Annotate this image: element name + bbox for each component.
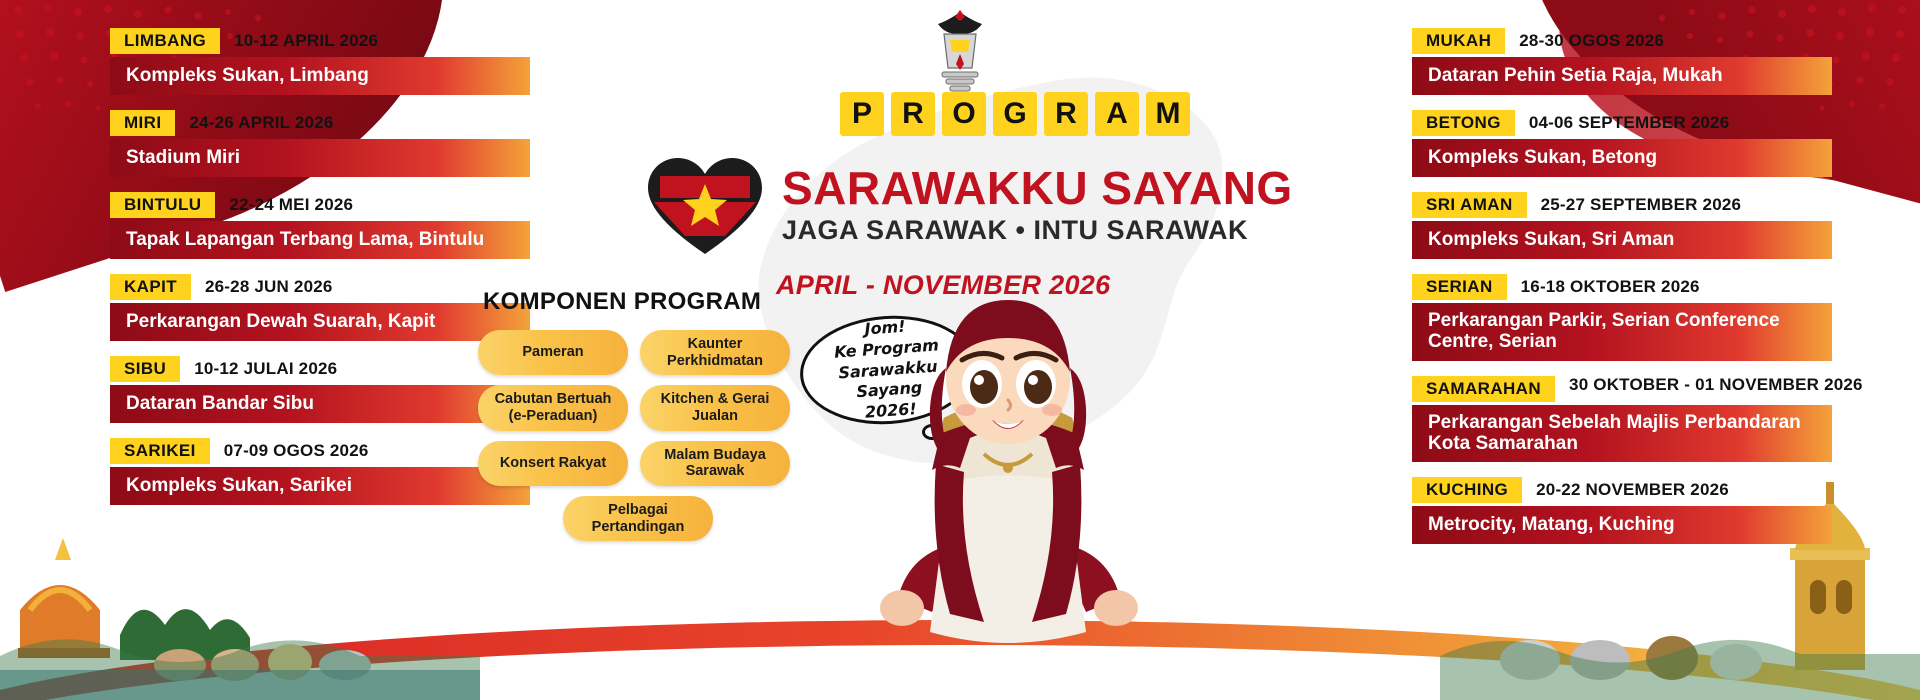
komponen-chip[interactable]: Kitchen & Gerai Jualan	[640, 385, 790, 430]
venue-town: BETONG	[1412, 110, 1515, 136]
venue-block[interactable]	[110, 438, 530, 505]
venue-header	[110, 110, 530, 136]
venue-block[interactable]	[1412, 28, 1832, 95]
venue-block[interactable]	[1412, 274, 1832, 361]
venue-location: Perkarangan Sebelah Majlis Perbandaran Kota Samarahan	[1412, 405, 1832, 463]
venue-date: 10-12 APRIL 2026	[234, 31, 379, 50]
speech-line: Sarawakku Sayang	[837, 356, 939, 402]
venue-header	[1412, 28, 1832, 54]
program-letter: P	[840, 92, 884, 136]
komponen-chip-row-last	[478, 496, 798, 541]
venue-town: SARIKEI	[110, 438, 210, 464]
venue-location: Kompleks Sukan, Sarikei	[110, 467, 530, 505]
venue-town: KUCHING	[1412, 477, 1522, 503]
komponen-program-section	[478, 288, 808, 541]
venue-location: Stadium Miri	[110, 139, 530, 177]
venue-location: Perkarangan Parkir, Serian Conference Centre, Serian	[1412, 303, 1832, 361]
venue-date: 24-26 APRIL 2026	[189, 113, 334, 132]
venue-block[interactable]	[110, 356, 530, 423]
venue-location: Kompleks Sukan, Betong	[1412, 139, 1832, 177]
program-date-range: APRIL - NOVEMBER 2026	[776, 270, 1111, 300]
venue-town: KAPIT	[110, 274, 191, 300]
program-letter: R	[891, 92, 935, 136]
venue-town: MIRI	[110, 110, 175, 136]
page-subtitle: JAGA SARAWAK • INTU SARAWAK	[782, 214, 1248, 245]
speech-line: Ke Program	[833, 335, 940, 362]
venue-header	[110, 356, 530, 382]
program-word	[730, 92, 1300, 136]
venue-header	[1412, 274, 1832, 300]
venue-header	[1412, 477, 1832, 503]
venue-header	[1412, 374, 1863, 402]
komponen-chip-grid	[478, 330, 798, 486]
venue-block[interactable]	[110, 110, 530, 177]
komponen-chip[interactable]: Cabutan Bertuah (e-Peraduan)	[478, 385, 628, 430]
venue-location: Dataran Pehin Setia Raja, Mukah	[1412, 57, 1832, 95]
venue-location: Dataran Bandar Sibu	[110, 385, 530, 423]
komponen-chip[interactable]: Konsert Rakyat	[478, 441, 628, 486]
venue-block[interactable]	[1412, 374, 1863, 463]
speech-line: 2026!	[864, 399, 918, 422]
venue-header	[1412, 110, 1832, 136]
venue-date: 04-06 SEPTEMBER 2026	[1528, 113, 1730, 132]
komponen-chip[interactable]: Pelbagai Pertandingan	[563, 496, 713, 541]
page-title: SARAWAKKU SAYANG	[782, 161, 1293, 214]
venue-town: LIMBANG	[110, 28, 220, 54]
program-letter: G	[993, 92, 1037, 136]
venue-header	[110, 28, 530, 54]
schedule-left-column	[110, 28, 530, 520]
komponen-program-title: KOMPONEN PROGRAM	[483, 288, 762, 315]
venue-town: MUKAH	[1412, 28, 1505, 54]
sarawak-flag-heart-icon	[640, 150, 770, 260]
venue-header	[110, 192, 530, 218]
venue-location: Perkarangan Dewah Suarah, Kapit	[110, 303, 530, 341]
venue-location: Kompleks Sukan, Sri Aman	[1412, 221, 1832, 259]
program-letter: R	[1044, 92, 1088, 136]
venue-location: Metrocity, Matang, Kuching	[1412, 506, 1832, 544]
venue-block[interactable]	[1412, 477, 1832, 544]
komponen-chip[interactable]: Kaunter Perkhidmatan	[640, 330, 790, 375]
venue-block[interactable]	[110, 274, 530, 341]
program-letter: A	[1095, 92, 1139, 136]
venue-block[interactable]	[1412, 192, 1832, 259]
venue-location: Kompleks Sukan, Limbang	[110, 57, 530, 95]
venue-date: 10-12 JULAI 2026	[194, 359, 338, 378]
venue-block[interactable]	[110, 28, 530, 95]
program-letter: M	[1146, 92, 1190, 136]
venue-date: 20-22 NOVEMBER 2026	[1536, 480, 1729, 500]
venue-header	[110, 438, 530, 464]
venue-date: 28-30 OGOS 2026	[1519, 31, 1665, 50]
komponen-chip[interactable]: Malam Budaya Sarawak	[640, 441, 790, 486]
venue-date: 30 OKTOBER - 01 NOVEMBER 2026	[1569, 374, 1863, 394]
venue-town: SRI AMAN	[1412, 192, 1527, 218]
venue-town: SIBU	[110, 356, 180, 382]
schedule-right-column	[1412, 28, 1863, 559]
venue-date: 07-09 OGOS 2026	[223, 441, 369, 460]
venue-town: SERIAN	[1412, 274, 1507, 300]
venue-date: 26-28 JUN 2026	[205, 277, 333, 296]
speech-line: Jom!	[863, 316, 907, 339]
venue-block[interactable]	[1412, 110, 1832, 177]
mascot-character-illustration	[858, 268, 1158, 668]
venue-town: SAMARAHAN	[1412, 376, 1555, 402]
komponen-chip[interactable]: Pameran	[478, 330, 628, 375]
venue-location: Tapak Lapangan Terbang Lama, Bintulu	[110, 221, 530, 259]
venue-header	[110, 274, 530, 300]
venue-date: 25-27 SEPTEMBER 2026	[1540, 195, 1742, 214]
venue-town: BINTULU	[110, 192, 215, 218]
sarawak-state-crest-icon	[920, 4, 1000, 104]
venue-header	[1412, 192, 1832, 218]
program-letter: O	[942, 92, 986, 136]
venue-block[interactable]	[110, 192, 530, 259]
venue-date: 22-24 MEI 2026	[229, 195, 354, 214]
venue-date: 16-18 OKTOBER 2026	[1520, 277, 1700, 296]
